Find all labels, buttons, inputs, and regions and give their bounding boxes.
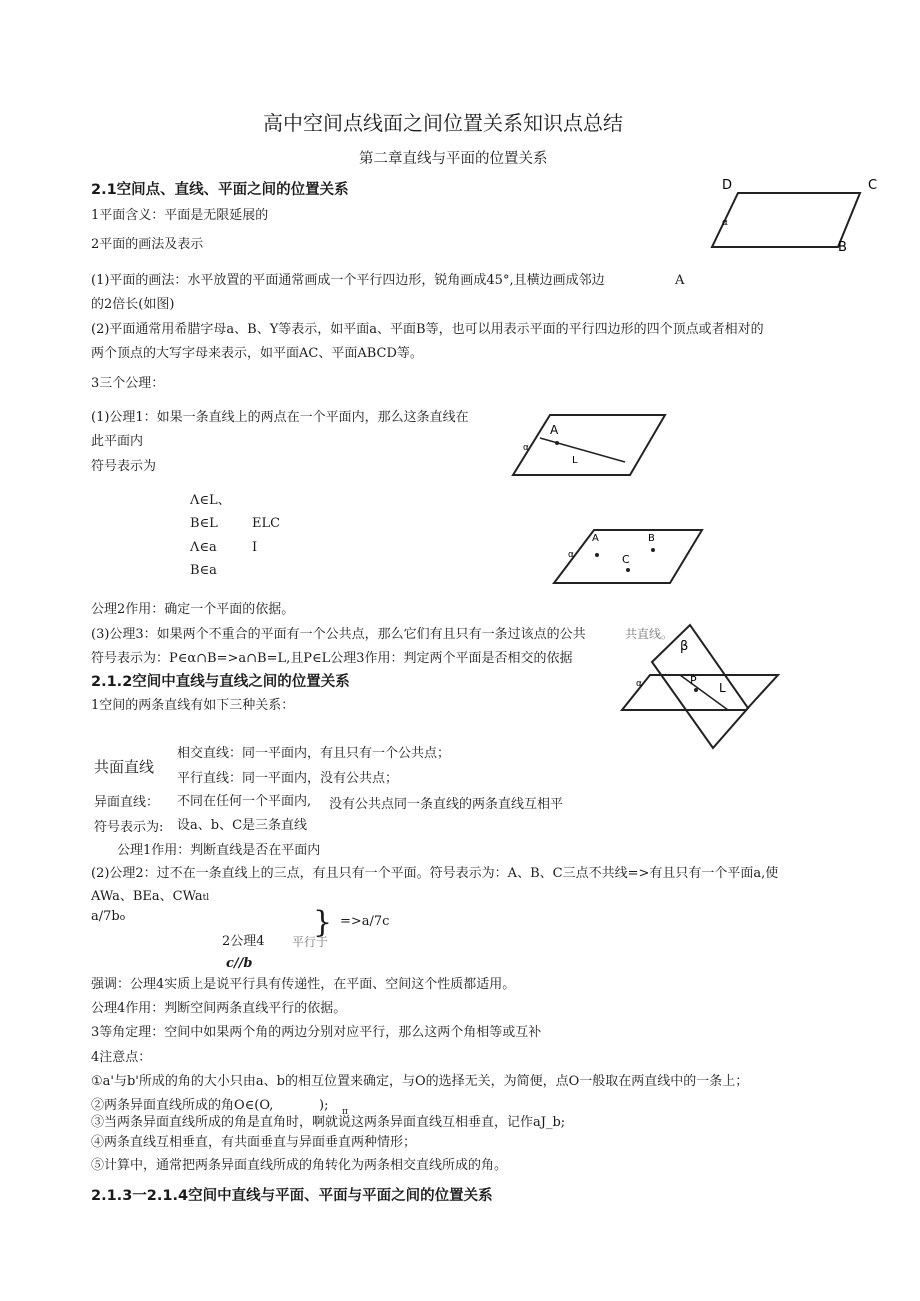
symbol-line-4: B∈a: [190, 563, 217, 578]
point-a-label: A: [592, 533, 599, 544]
symbol-line-2: B∈L: [190, 516, 218, 531]
vertex-c-label: C: [868, 178, 878, 193]
point-b: [651, 548, 655, 552]
plane-definition: 1平面含义：平面是无限延展的: [91, 208, 269, 223]
symbol-line-1: Λ∈L、: [190, 493, 231, 508]
axiom-4-use: 公理4作用：判断空间两条直线平行的依据。: [91, 1001, 347, 1016]
point-a: [555, 441, 559, 445]
coplanar-lines-label: 共面直线: [94, 758, 155, 776]
plane-drawing-heading: 2平面的画法及表示: [91, 237, 204, 252]
plane-drawing-text: (1)平面的画法：水平放置的平面通常画成一个平行四边形，锐角画成45°,且横边画成邻边: [91, 273, 605, 288]
note-2: ②两条异面直线所成的角O∈(O,: [91, 1098, 274, 1113]
section-2-1-3-heading: 2.1.3一2.1.4空间中直线与平面、平面与平面之间的位置关系: [91, 1188, 493, 1204]
vertex-d-label: D: [722, 178, 733, 193]
point-c: [626, 568, 630, 572]
plane-parallelogram: [513, 415, 665, 475]
axiom-1-symbol-label: 符号表示为: [91, 459, 157, 474]
note-2-pi: π: [342, 1107, 348, 1117]
plane-notation-text-cont: 两个顶点的大写字母来表示，如平面AC、平面ABCD等。: [91, 346, 423, 361]
symbol-line-3-result: I: [252, 540, 258, 555]
axioms-heading: 3三个公理：: [91, 376, 165, 391]
axiom-4-conclusion: =>a∕7c: [340, 914, 390, 929]
axiom-1-text: (1)公理1：如果一条直线上的两点在一个平面内，那么这条直线在: [91, 410, 469, 425]
symbol-line-2-result: ELC: [252, 516, 281, 531]
axiom-3-figure: [618, 620, 798, 755]
point-a-label: A: [550, 423, 559, 437]
plane-abcd-figure: [700, 175, 890, 265]
chapter-title: 第二章直线与平面的位置关系: [359, 151, 548, 167]
plane-notation-text: (2)平面通常用希腊字母a、B、Y等表示，如平面a、平面B等，也可以用表示平面的平行四边形的四个顶点或者相对的: [91, 322, 764, 337]
alpha-label: α: [523, 443, 529, 453]
note-3: ③当两条异面直线所成的角是直角时，啊就说这两条异面直线互相垂直，记作aJ_b;: [91, 1115, 566, 1130]
note-2-end: );: [319, 1098, 329, 1113]
axiom-2-use: 公理2作用：确定一个平面的依据。: [91, 602, 295, 617]
axiom-4-parallel-to: 平行于: [292, 935, 329, 949]
page-title: 高中空间点线面之间位置关系知识点总结: [263, 111, 623, 135]
axiom-1-text-cont: 此平面内: [91, 434, 144, 449]
skew-lines-tail: 没有公共点同一条直线的两条直线互相平: [329, 797, 564, 812]
axiom-1-use: 公理1作用：判断直线是否在平面内: [117, 843, 321, 858]
skew-lines-desc: 不同在任何一个平面内,: [177, 794, 312, 809]
note-4: ④两条直线互相垂直，有共面垂直与异面垂直两种情形；: [91, 1135, 417, 1150]
intersecting-lines: 相交直线：同一平面内，有且只有一个公共点；: [177, 746, 451, 761]
point-b-label: B: [648, 533, 655, 544]
alpha-label: α: [636, 679, 642, 689]
parallel-lines: 平行直线：同一平面内，没有公共点；: [177, 771, 399, 786]
brace-icon: }: [313, 905, 333, 940]
note-5: ⑤计算中，通常把两条异面直线所成的角转化为两条相交直线所成的角。: [91, 1158, 508, 1173]
symbol-desc: 设a、b、C是三条直线: [177, 818, 308, 833]
point-c-label: C: [622, 553, 630, 566]
note-1: ①a'与b'所成的角的大小只由a、b的相互位置来确定，与O的选择无关，为简便，点O一般取在两直线中的一条上；: [91, 1074, 749, 1089]
point-a: [595, 553, 599, 557]
symbol-line-3: Λ∈a: [190, 540, 217, 555]
parallel-premise-ab: a∕7bo: [91, 909, 126, 924]
axiom-2-symbol: AWa、BEa、CWatl: [91, 889, 210, 904]
axiom-3-symbol: 符号表示为：P∈α∩B=>a∩B=L,且P∈L公理3作用：判定两个平面是否相交的依据: [91, 651, 573, 666]
parallel-premise-cb: c∕∕b: [226, 956, 253, 971]
beta-label: β: [680, 639, 689, 654]
line-relations-intro: 1空间的两条直线有如下三种关系：: [91, 698, 295, 713]
section-2-1-2-heading: 2.1.2空间中直线与直线之间的位置关系: [91, 674, 350, 690]
skew-lines-label: 异面直线：: [94, 795, 160, 810]
plane-alpha: [622, 675, 778, 710]
line-l: [540, 438, 625, 462]
plane-drawing-text-cont: 的2倍长(如图): [91, 297, 175, 312]
axiom-2-figure: [550, 525, 710, 590]
axiom-3-text: (3)公理3：如果两个不重合的平面有一个公共点，那么它们有且只有一条过该点的公共: [91, 627, 586, 642]
axiom-3-tail: 共直线。: [625, 627, 674, 641]
plane-drawing-label-a: A: [675, 273, 685, 288]
alpha-label: α: [568, 550, 574, 560]
notes-heading: 4注意点：: [91, 1050, 152, 1065]
alpha-label: α: [722, 218, 728, 228]
axiom-1-figure: [505, 410, 675, 480]
emphasis-axiom-4: 强调：公理4实质上是说平行具有传递性，在平面、空间这个性质都适用。: [91, 977, 516, 992]
plane-beta: [652, 625, 748, 748]
line-l-label: L: [572, 455, 578, 466]
section-2-1-heading: 2.1空间点、直线、平面之间的位置关系: [91, 182, 349, 198]
point-p-label: P: [690, 674, 697, 687]
equal-angle-theorem: 3等角定理：空间中如果两个角的两边分别对应平行，那么这两个角相等或互补: [91, 1025, 542, 1040]
line-l-label: L: [719, 681, 726, 695]
axiom-2-text: (2)公理2：过不在一条直线上的三点，有且只有一个平面。符号表示为：A、B、C三点不共线=>有且只有一个平面a,使: [91, 866, 779, 881]
plane-parallelogram: [712, 193, 860, 247]
axiom-4-label: 2公理4: [222, 934, 265, 949]
symbol-label: 符号表示为:: [94, 820, 164, 835]
vertex-b-label: B: [838, 240, 847, 255]
